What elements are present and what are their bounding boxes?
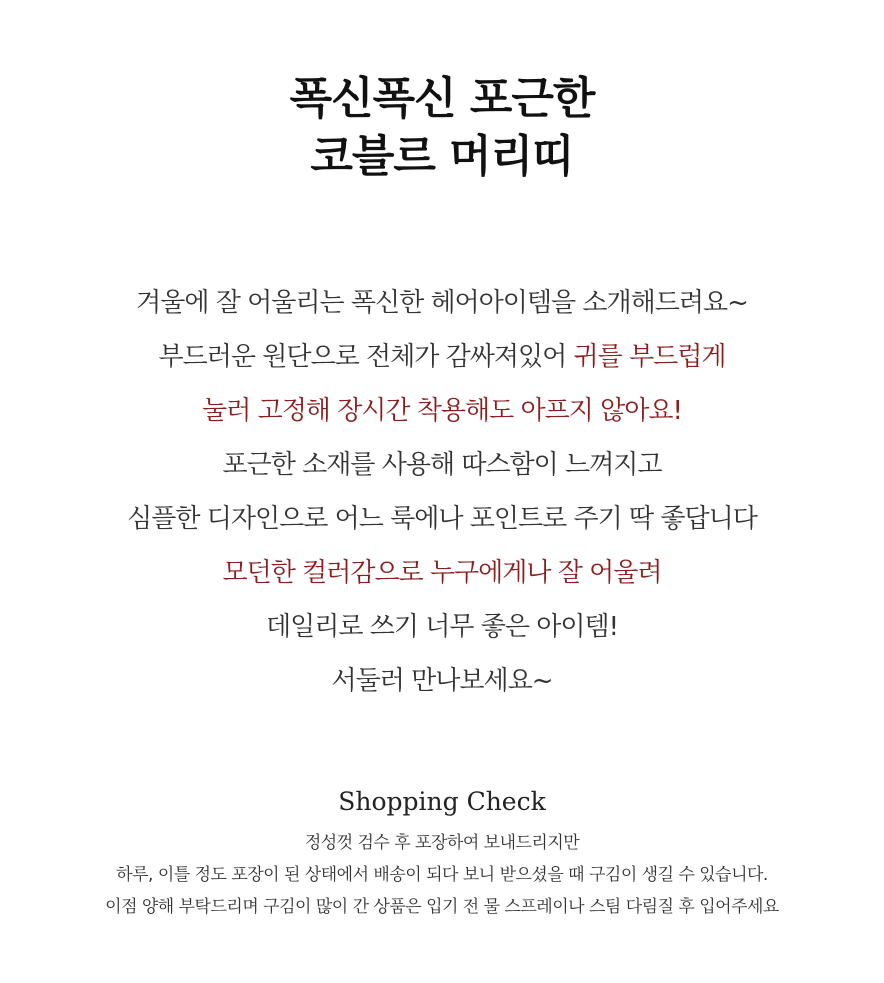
shopping-check-heading: Shopping Check — [338, 787, 546, 816]
shopping-check-section — [0, 785, 884, 923]
description-line-7: 데일리로 쓰기 너무 좋은 아이템! — [266, 612, 618, 642]
description-line-2-accent: 귀를 부드럽게 — [573, 342, 726, 372]
description-line-6: 모던한 컬러감으로 누구에게나 잘 어울려 — [222, 558, 662, 588]
product-title — [0, 70, 884, 186]
description-line-4: 포근한 소재를 사용해 따스함이 느껴지고 — [222, 450, 662, 480]
product-description — [0, 276, 884, 708]
description-line-2 — [0, 330, 884, 384]
shopping-check-line-1: 정성껏 검수 후 포장하여 보내드리지만 — [304, 833, 580, 853]
description-line-8: 서둘러 만나보세요~ — [331, 666, 553, 696]
title-line-1: 폭신폭신 포근한 — [289, 73, 595, 124]
description-line-2-plain: 부드러운 원단으로 전체가 감싸져있어 — [158, 342, 574, 372]
description-line-3: 눌러 고정해 장시간 착용해도 아프지 않아요! — [202, 396, 682, 426]
shopping-check-line-2: 하루, 이틀 정도 포장이 된 상태에서 배송이 되다 보니 받으셨을 때 구김이 생길 수 있습니다. — [116, 865, 768, 885]
description-line-5: 심플한 디자인으로 어느 룩에나 포인트로 주기 딱 좋답니다 — [127, 504, 757, 534]
title-line-2: 코블르 머리띠 — [310, 131, 574, 182]
shopping-check-line-3: 이점 양해 부탁드리며 구김이 많이 간 상품은 입기 전 물 스프레이나 스팀 다림질 후 입어주세요 — [105, 897, 779, 917]
description-line-1: 겨울에 잘 어울리는 폭신한 헤어아이템을 소개해드려요~ — [136, 288, 748, 318]
